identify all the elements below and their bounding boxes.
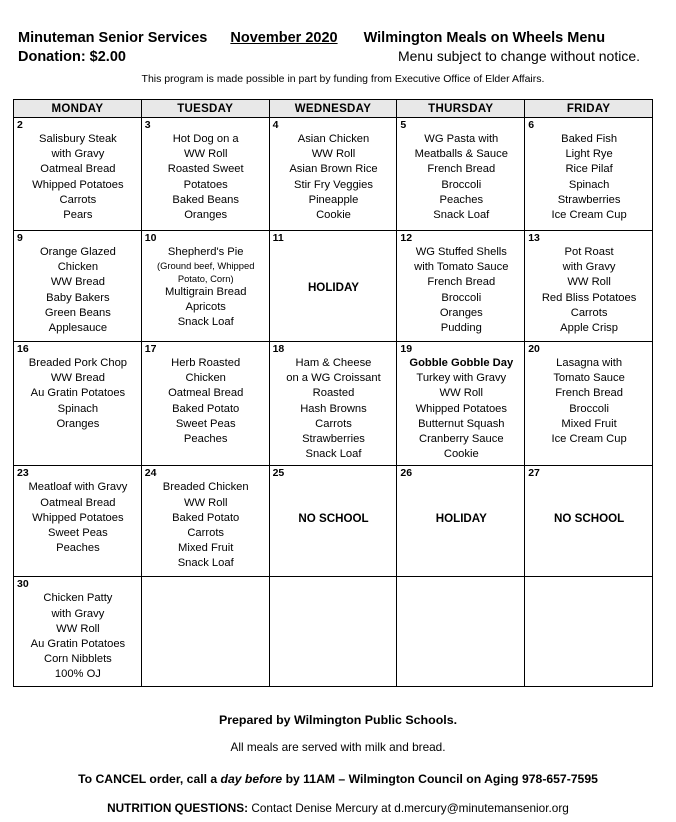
menu-item-line: Carrots	[315, 417, 352, 430]
menu-item-line: Cookie	[316, 209, 351, 222]
menu-item-list	[17, 132, 139, 223]
menu-item-line: Whipped Potatoes	[32, 178, 124, 191]
menu-item-line: Baked Potato	[172, 511, 240, 524]
weekday-header-monday: MONDAY	[14, 100, 142, 118]
menu-item-line: Broccoli	[441, 178, 482, 191]
menu-item-list	[145, 245, 267, 331]
menu-item-line: Butternut Squash	[418, 417, 505, 430]
weekday-header-friday: FRIDAY	[525, 100, 653, 118]
day-status-note: NO SCHOOL	[553, 512, 625, 526]
weekday-header-row	[14, 100, 653, 118]
menu-item-list	[273, 132, 395, 223]
menu-item-line: Oranges	[184, 209, 228, 222]
menu-item-line: Lasagna with	[556, 357, 623, 369]
header-top-row	[18, 30, 658, 46]
menu-item-line: Baked Beans	[172, 193, 239, 206]
menu-item-line: Snack Loaf	[177, 316, 234, 329]
menu-item-line: Sweet Peas	[175, 417, 236, 430]
change-notice: Menu subject to change without notice.	[397, 48, 640, 64]
menu-item-list	[400, 356, 522, 462]
menu-item-line: Whipped Potatoes	[415, 402, 507, 415]
calendar-day-cell-25	[269, 466, 397, 577]
menu-item-line: Meatballs & Sauce	[414, 148, 508, 161]
menu-item-line: Chicken Patty	[43, 592, 113, 605]
day-status-note: HOLIDAY	[435, 512, 487, 526]
menu-item-line: WW Roll	[439, 387, 484, 400]
day-number: 17	[144, 343, 157, 355]
cancel-text-italic: day before	[220, 772, 283, 787]
day-number: 25	[272, 467, 285, 480]
donation-amount: Donation: $2.00	[18, 49, 126, 65]
nutrition-label: NUTRITION QUESTIONS:	[107, 801, 249, 816]
menu-item-line: Strawberries	[302, 433, 365, 446]
calendar-day-cell-4	[269, 118, 397, 231]
menu-item-line: Strawberries	[557, 193, 621, 206]
menu-item-line: Breaded Chicken	[162, 481, 249, 494]
day-number: 11	[272, 232, 284, 244]
cancel-text-post: by 11AM – Wilmington Council on Aging 978-657-7595	[282, 772, 598, 787]
menu-item-line: Chicken	[185, 372, 226, 385]
calendar-day-cell-empty	[397, 577, 525, 687]
menu-item-line: Oatmeal Bread	[40, 163, 116, 176]
menu-item-line: French Bread	[427, 276, 496, 289]
menu-item-line: Roasted Sweet	[167, 163, 244, 176]
menu-item-line: Baked Fish	[561, 133, 618, 145]
menu-item-line: Pineapple	[308, 193, 359, 206]
menu-item-line: Spinach	[568, 178, 610, 191]
calendar-day-cell-19	[397, 342, 525, 466]
menu-item-line: Oatmeal Bread	[40, 496, 116, 509]
menu-item-line: with Gravy	[51, 607, 105, 620]
day-number: 10	[144, 232, 157, 244]
menu-item-line: WW Roll	[311, 148, 356, 161]
day-number: 23	[17, 467, 29, 480]
menu-item-line: Snack Loaf	[433, 209, 490, 222]
calendar-day-cell-6	[525, 118, 653, 231]
weekday-header-thursday: THURSDAY	[397, 100, 525, 118]
menu-item-list	[400, 245, 522, 336]
menu-item-line: Carrots	[570, 306, 608, 319]
page-header	[0, 0, 676, 85]
menu-item-line: Oranges	[439, 306, 483, 319]
calendar-body	[14, 118, 653, 687]
day-number: 5	[400, 119, 407, 131]
menu-item-line: Shepherd's Pie	[167, 246, 244, 258]
menu-item-line: Green Beans	[44, 306, 111, 319]
menu-item-line: Breaded Pork Chop	[28, 357, 128, 369]
menu-item-line: Potatoes	[183, 178, 228, 191]
menu-item-list	[17, 245, 139, 336]
day-number: 24	[144, 467, 157, 480]
nutrition-contact: Contact Denise Mercury at d.mercury@minutemansenior.org	[248, 801, 569, 816]
calendar-day-cell-12	[397, 231, 525, 342]
menu-item-line: French Bread	[555, 387, 623, 400]
menu-item-line: Baby Bakers	[46, 291, 110, 304]
menu-item-line: WW Roll	[183, 496, 228, 509]
day-number: 9	[17, 232, 23, 244]
calendar-day-cell-5	[397, 118, 525, 231]
menu-item-line: Carrots	[187, 527, 225, 540]
day-number: 26	[400, 467, 413, 480]
calendar-day-cell-26	[397, 466, 525, 577]
menu-item-line: with Gravy	[51, 148, 105, 161]
calendar-day-cell-empty	[269, 577, 397, 687]
calendar-week-row	[14, 118, 653, 231]
menu-item-line: Oatmeal Bread	[168, 387, 244, 400]
calendar-day-cell-30	[14, 577, 142, 687]
menu-item-line: Apple Crisp	[560, 322, 618, 335]
day-number: 19	[400, 343, 413, 355]
day-number: 16	[17, 343, 29, 355]
weekday-header-wednesday: WEDNESDAY	[269, 100, 397, 118]
cancel-text-pre: To CANCEL order, call a	[78, 772, 221, 787]
menu-item-line: Whipped Potatoes	[32, 511, 124, 524]
menu-item-line: Snack Loaf	[305, 448, 362, 461]
calendar-week-row	[14, 466, 653, 577]
menu-item-list	[17, 480, 139, 556]
menu-item-line: WW Roll	[183, 148, 228, 161]
menu-item-list	[145, 356, 267, 447]
calendar-header	[14, 100, 653, 118]
calendar-day-cell-16	[14, 342, 142, 466]
menu-item-line: Snack Loaf	[177, 557, 234, 570]
calendar-day-cell-23	[14, 466, 142, 577]
calendar-day-cell-3	[141, 118, 269, 231]
page-footer	[0, 713, 676, 815]
menu-item-line: Stir Fry Veggies	[294, 178, 373, 191]
calendar-day-cell-empty	[141, 577, 269, 687]
calendar-day-cell-18	[269, 342, 397, 466]
menu-item-line: Oranges	[56, 417, 100, 430]
menu-item-list	[17, 591, 139, 682]
menu-item-line: Broccoli	[569, 402, 609, 415]
day-number: 12	[400, 232, 413, 244]
funding-statement: This program is made possible in part by funding from Executive Office of Elder Affairs.	[141, 73, 545, 85]
menu-item-line: Au Gratin Potatoes	[30, 638, 126, 651]
menu-item-line: Cookie	[443, 448, 479, 461]
menu-item-list	[273, 356, 395, 462]
menu-item-line: Turkey with Gravy	[416, 372, 507, 385]
menu-item-line: Red Bliss Potatoes	[541, 291, 637, 304]
menu-item-line: Peaches	[56, 542, 100, 555]
day-number: 4	[272, 119, 279, 131]
menu-item-line: WW Roll	[567, 276, 611, 289]
menu-item-line: Mixed Fruit	[561, 417, 617, 430]
menu-item-list	[528, 132, 650, 223]
calendar-week-row	[14, 577, 653, 687]
calendar-day-cell-24	[141, 466, 269, 577]
menu-item-line: Apricots	[185, 301, 226, 314]
weekday-header-tuesday: TUESDAY	[141, 100, 269, 118]
nutrition-questions	[0, 801, 676, 815]
menu-item-line: Sweet Peas	[48, 527, 108, 540]
menu-item-line: Asian Brown Rice	[289, 163, 378, 176]
menu-item-line: Au Gratin Potatoes	[30, 387, 126, 400]
menu-item-line: Cranberry Sauce	[419, 433, 504, 446]
meals-served-note: All meals are served with milk and bread.	[230, 740, 446, 755]
menu-item-line: Ice Cream Cup	[551, 433, 627, 446]
menu-calendar-table	[13, 99, 653, 687]
menu-item-line: Gobble Gobble Day	[409, 357, 514, 369]
day-status-note: HOLIDAY	[307, 281, 360, 294]
menu-item-line: (Ground beef, Whipped	[156, 260, 255, 272]
calendar-container	[13, 99, 653, 687]
menu-item-line: Multigrain Bread	[164, 286, 247, 299]
calendar-day-cell-2	[14, 118, 142, 231]
menu-item-line: Hot Dog on a	[172, 133, 239, 145]
calendar-day-cell-10	[141, 231, 269, 342]
calendar-day-cell-13	[525, 231, 653, 342]
menu-item-line: Mixed Fruit	[178, 542, 234, 555]
menu-item-line: Orange Glazed	[39, 246, 116, 258]
day-status-note: NO SCHOOL	[298, 512, 369, 526]
menu-item-line: on a WG Croissant	[286, 372, 381, 385]
day-number: 18	[272, 343, 285, 355]
menu-item-line: Baked Potato	[172, 402, 240, 415]
menu-item-line: Carrots	[59, 193, 97, 206]
month-year-title: November 2020	[230, 30, 338, 46]
menu-item-list	[528, 245, 650, 336]
menu-item-line: Meatloaf with Gravy	[28, 481, 128, 494]
menu-item-list	[528, 356, 650, 447]
calendar-day-cell-20	[525, 342, 653, 466]
menu-item-list	[17, 356, 139, 432]
menu-item-line: 100% OJ	[54, 668, 101, 681]
menu-item-line: WW Roll	[56, 622, 100, 635]
menu-item-line: Roasted	[312, 387, 355, 400]
calendar-week-row	[14, 231, 653, 342]
menu-item-line: Peaches	[439, 193, 484, 206]
menu-item-line: French Bread	[427, 163, 496, 176]
day-number: 2	[17, 119, 23, 131]
header-second-row	[18, 48, 658, 65]
menu-item-line: Tomato Sauce	[553, 372, 625, 385]
menu-item-line: WG Stuffed Shells	[415, 246, 507, 258]
calendar-day-cell-27	[525, 466, 653, 577]
day-number: 27	[528, 467, 540, 480]
menu-item-line: WW Bread	[50, 276, 105, 289]
menu-item-line: Pudding	[440, 322, 482, 335]
calendar-day-cell-empty	[525, 577, 653, 687]
menu-item-line: with Gravy	[562, 261, 616, 274]
day-number: 6	[528, 119, 535, 131]
calendar-week-row	[14, 342, 653, 466]
menu-item-line: Hash Browns	[300, 402, 367, 415]
day-number: 13	[528, 232, 540, 244]
day-number: 30	[17, 578, 29, 591]
menu-item-line: Asian Chicken	[297, 133, 370, 145]
menu-item-list	[145, 132, 267, 223]
calendar-day-cell-17	[141, 342, 269, 466]
calendar-day-cell-11	[269, 231, 397, 342]
menu-title: Wilmington Meals on Wheels Menu	[363, 30, 606, 46]
day-number: 20	[528, 343, 540, 355]
menu-item-line: Ice Cream Cup	[551, 209, 627, 222]
calendar-day-cell-9	[14, 231, 142, 342]
menu-item-line: WG Pasta with	[424, 133, 499, 145]
menu-item-list	[145, 480, 267, 571]
menu-item-line: Peaches	[183, 433, 228, 446]
day-number: 3	[144, 119, 151, 131]
menu-item-line: Broccoli	[441, 291, 482, 304]
menu-item-line: Ham & Cheese	[295, 357, 372, 369]
menu-item-line: WW Bread	[50, 372, 105, 385]
menu-item-line: Pears	[63, 209, 93, 222]
cancel-order-instructions	[0, 772, 676, 786]
menu-item-line: Chicken	[57, 261, 99, 274]
prepared-by-text: Prepared by Wilmington Public Schools.	[218, 713, 458, 728]
menu-item-line: Pot Roast	[564, 246, 614, 258]
menu-item-list	[400, 132, 522, 223]
menu-item-line: Corn Nibblets	[44, 653, 112, 666]
menu-item-line: Applesauce	[48, 322, 108, 335]
menu-item-line: Rice Pilaf	[565, 163, 613, 176]
menu-item-line: Potato, Corn)	[177, 272, 234, 284]
menu-item-line: Salisbury Steak	[39, 133, 117, 145]
organization-name: Minuteman Senior Services	[18, 30, 208, 46]
menu-item-line: Herb Roasted	[171, 357, 241, 369]
menu-item-line: Light Rye	[565, 148, 613, 161]
menu-item-line: Spinach	[57, 402, 99, 415]
menu-item-line: with Tomato Sauce	[414, 261, 509, 274]
